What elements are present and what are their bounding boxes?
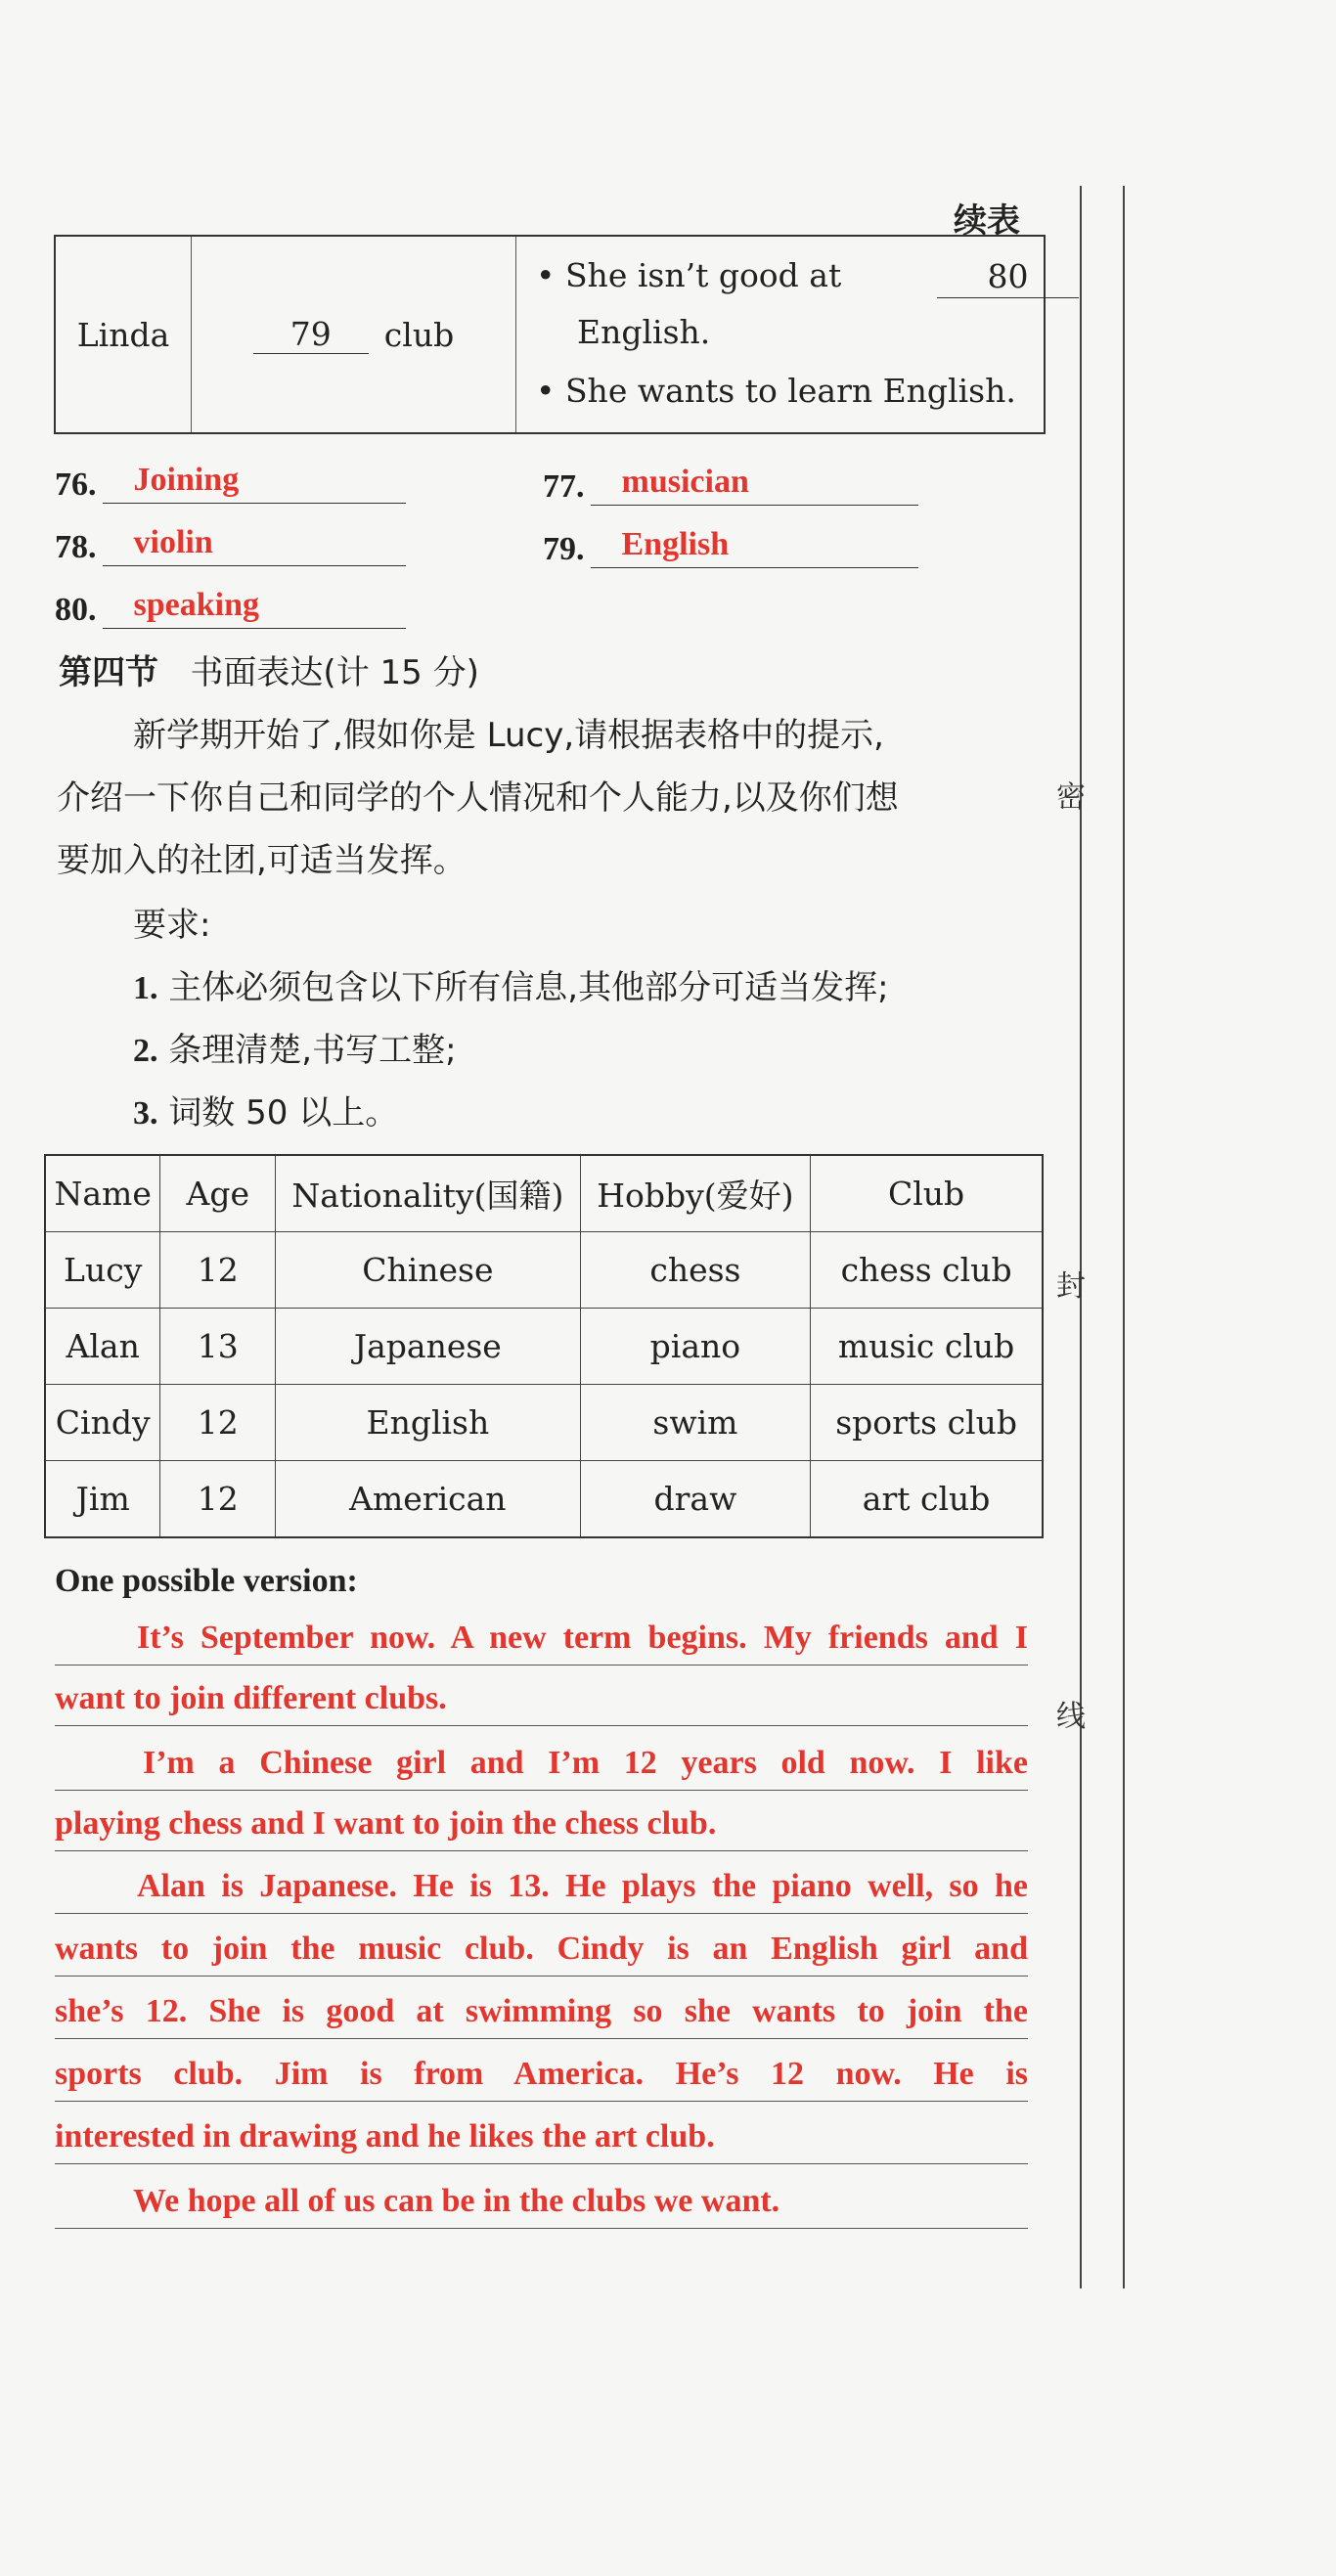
section-title: [59, 645, 479, 693]
table-cell: art club: [811, 1461, 1043, 1538]
requirement-text: 条理清楚,书写工整;: [168, 1031, 457, 1070]
table-header-row: [45, 1155, 1043, 1232]
essay-text: want to join different clubs.: [55, 1680, 447, 1716]
table-cell: sports club: [811, 1385, 1043, 1461]
requirement-number: 2.: [133, 1033, 158, 1069]
essay-line: [55, 1790, 1028, 1851]
essay-text: It’s September now. A new term begins. My friends and I: [137, 1620, 1028, 1656]
club-word: club: [383, 315, 455, 354]
info-cell: [516, 237, 1044, 432]
table-cell: Lucy: [45, 1232, 160, 1309]
essay-line: [55, 1729, 1028, 1791]
table-cell: piano: [580, 1309, 811, 1385]
requirements-label: 要求:: [133, 906, 211, 945]
table-cell: Chinese: [276, 1232, 581, 1309]
essay-line: [55, 1665, 1028, 1726]
table-cell: chess club: [811, 1232, 1043, 1309]
header-cell: Name: [45, 1155, 160, 1232]
answer-text: musician: [621, 464, 749, 500]
table-row: [45, 1232, 1043, 1309]
essay-text: We hope all of us can be in the clubs we want.: [133, 2183, 780, 2219]
answer-text: English: [621, 526, 730, 562]
intro-line: 新学期开始了,假如你是 Lucy,请根据表格中的提示,: [133, 716, 884, 755]
requirement-number: 1.: [133, 970, 158, 1006]
table-cell: 13: [160, 1309, 276, 1385]
answer-80: [55, 585, 406, 629]
table-cell: 12: [160, 1385, 276, 1461]
binding-line: [1080, 186, 1082, 2288]
answer-76: [55, 460, 406, 504]
binding-line: [1123, 186, 1125, 2288]
table-cell: English: [276, 1385, 581, 1461]
table-cell: Japanese: [276, 1309, 581, 1385]
intro-line: 要加入的社团,可适当发挥。: [57, 841, 467, 880]
essay-line: [55, 1604, 1028, 1666]
continued-table: [54, 235, 1046, 434]
table-cell: 12: [160, 1232, 276, 1309]
essay-text: Alan is Japanese. He is 13. He plays the piano well, so he: [137, 1868, 1028, 1904]
requirement-1: [133, 960, 889, 1008]
header-cell: Hobby(爱好): [580, 1155, 811, 1232]
essay-line: [55, 2167, 1028, 2229]
table-row: [45, 1309, 1043, 1385]
club-cell: [192, 237, 516, 432]
table-cell: chess: [580, 1232, 811, 1309]
answer-78: [55, 522, 406, 566]
table-cell: swim: [580, 1385, 811, 1461]
table-cell: American: [276, 1461, 581, 1538]
table-row: [45, 1461, 1043, 1538]
essay-text: wants to join the music club. Cindy is an English girl and: [55, 1931, 1028, 1967]
seal-char: 封: [1056, 1269, 1086, 1304]
bullet-1: • She isn’t good at: [536, 256, 842, 294]
answer-text: Joining: [133, 462, 240, 498]
blank-79: 79: [253, 316, 369, 354]
table-cell: music club: [811, 1309, 1043, 1385]
table-cell: Jim: [45, 1461, 160, 1538]
continuation-label: 续表: [954, 201, 1020, 241]
header-cell: Nationality(国籍): [276, 1155, 581, 1232]
table-cell: Alan: [45, 1309, 160, 1385]
answer-number: 80.: [55, 592, 97, 628]
section-number: 第四节: [59, 653, 158, 692]
requirement-2: [133, 1023, 457, 1071]
section-subtitle: 书面表达(计 15 分): [190, 653, 479, 692]
essay-line: [55, 2040, 1028, 2102]
essay-line: [55, 1915, 1028, 1976]
info-table: [44, 1154, 1044, 1538]
name-cell: Linda: [56, 237, 192, 432]
essay-line: [55, 2103, 1028, 2164]
requirement-number: 3.: [133, 1095, 158, 1132]
answer-text: speaking: [133, 587, 259, 623]
table-cell: draw: [580, 1461, 811, 1538]
essay-text: playing chess and I want to join the chess club.: [55, 1805, 717, 1842]
essay-text: she’s 12. She is good at swimming so she wants to join the: [55, 1993, 1028, 2029]
requirement-text: 词数 50 以上。: [168, 1093, 399, 1133]
blank-80: 80: [937, 256, 1079, 298]
seal-char: 线: [1056, 1700, 1086, 1734]
requirement-3: [133, 1086, 398, 1133]
header-cell: Club: [811, 1155, 1043, 1232]
requirement-text: 主体必须包含以下所有信息,其他部分可适当发挥;: [168, 968, 889, 1007]
seal-char: 密: [1056, 780, 1086, 815]
table-cell: Cindy: [45, 1385, 160, 1461]
bullet-1-cont: English.: [577, 313, 711, 351]
answer-77: [543, 462, 918, 506]
essay-text: I’m a Chinese girl and I’m 12 years old now. I like: [143, 1745, 1028, 1781]
answer-number: 76.: [55, 466, 97, 503]
table-cell: 12: [160, 1461, 276, 1538]
bullet-2: • She wants to learn English.: [536, 372, 1016, 410]
answer-number: 79.: [543, 531, 585, 567]
essay-text: interested in drawing and he likes the art club.: [55, 2118, 715, 2154]
essay-text: sports club. Jim is from America. He’s 12 now. He is: [55, 2056, 1028, 2092]
answer-79: [543, 524, 918, 568]
essay-label: One possible version:: [55, 1563, 358, 1599]
intro-line: 介绍一下你自己和同学的个人情况和个人能力,以及你们想: [57, 778, 899, 818]
answer-text: violin: [133, 524, 213, 560]
header-cell: Age: [160, 1155, 276, 1232]
essay-line: [55, 1852, 1028, 1914]
table-row: [45, 1385, 1043, 1461]
answer-number: 77.: [543, 468, 585, 505]
answer-number: 78.: [55, 529, 97, 565]
essay-line: [55, 1977, 1028, 2039]
